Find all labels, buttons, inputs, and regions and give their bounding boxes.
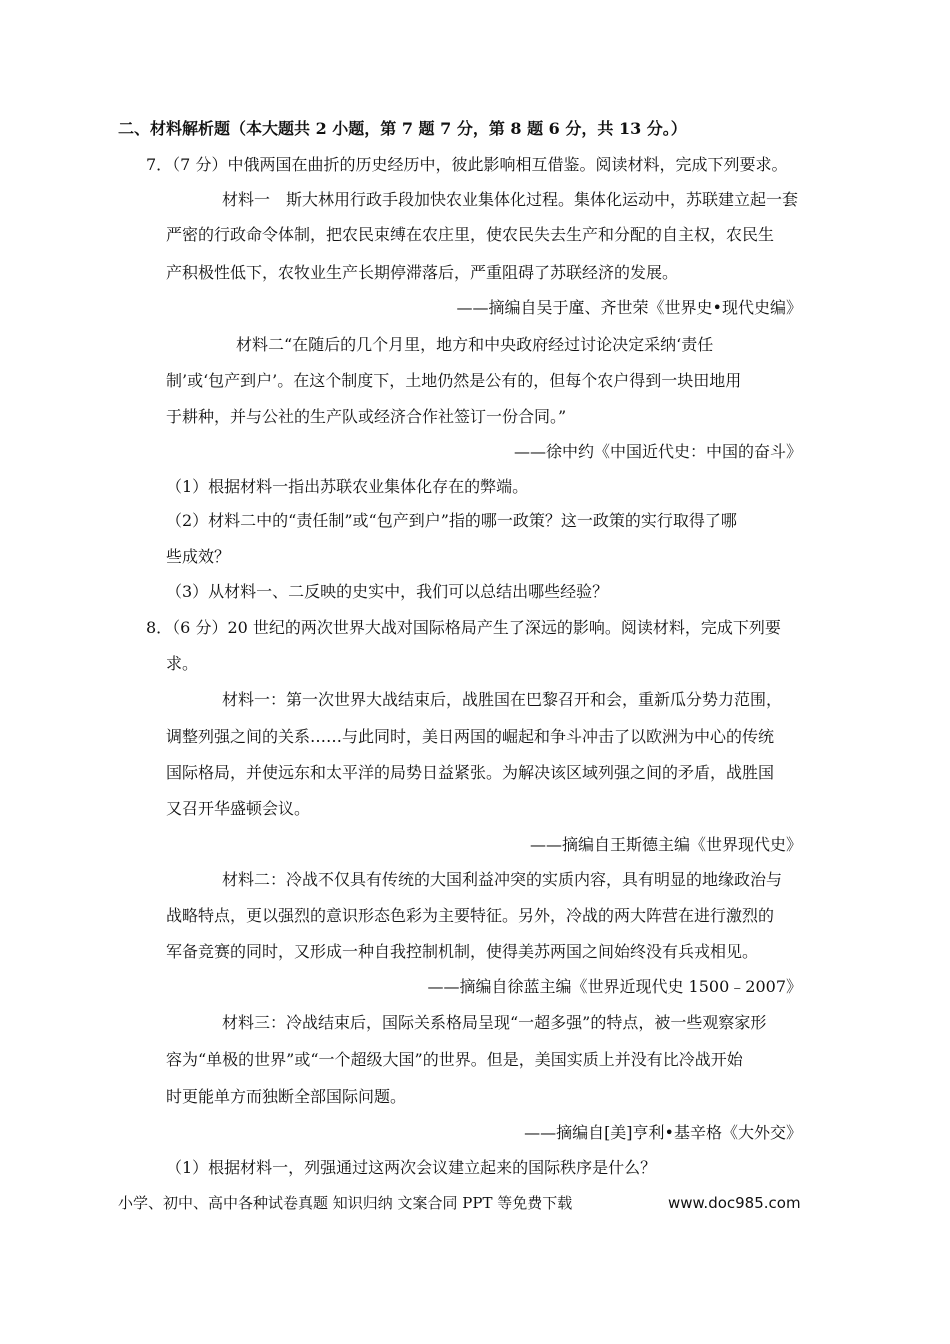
q7-subquestion-2-line2: 些成效？ [166,547,231,566]
q8-material2-line1: 材料二：冷战不仅具有传统的大国利益冲突的实质内容，具有明显的地缘政治与 [222,870,783,889]
section-heading: 二、材料解析题（本大题共 2 小题，第 7 题 7 分，第 8 题 6 分，共 13 分。） [118,119,687,138]
q7-material2-line2: 制’或‘包产到户’。在这个制度下，土地仍然是公有的，但每个农户得到一块田地用 [166,371,742,390]
q7-subquestion-1: （1）根据材料一指出苏联农业集体化存在的弊端。 [166,477,529,496]
footer-text: 小学、初中、高中各种试卷真题 知识归纳 文案合同 PPT 等免费下载 [118,1194,573,1212]
q8-material1-line4: 又召开华盛顿会议。 [166,799,311,818]
q8-material2-source: ——摘编自徐蓝主编《世界近现代史 1500﹣2007》 [427,977,802,996]
footer-site-link[interactable]: www.doc985.com [668,1194,801,1212]
q7-material2-line3: 于耕种，并与公社的生产队或经济合作社签订一份合同。” [166,407,567,426]
q8-material2-line2: 战略特点，更以强烈的意识形态色彩为主要特征。另外，冷战的两大阵营在进行激烈的 [166,906,775,925]
q7-material2-line1: 材料二“在随后的几个月里，地方和中央政府经过讨论决定采纳‘责任 [236,335,714,354]
q8-material1-line2: 调整列强之间的关系……与此同时，美日两国的崛起和争斗冲击了以欧洲为中心的传统 [166,727,775,746]
q8-material1-line1: 材料一：第一次世界大战结束后，战胜国在巴黎召开和会，重新瓜分势力范围， [222,690,783,709]
q8-material3-line2: 容为“单极的世界”或“一个超级大国”的世界。但是，美国实质上并没有比冷战开始 [166,1050,743,1069]
q7-material1-line2: 严密的行政命令体制，把农民束缚在农庄里，使农民失去生产和分配的自主权，农民生 [166,225,775,244]
q8-stem-line2: 求。 [166,654,199,673]
q7-material1-line1: 材料一 斯大林用行政手段加快农业集体化过程。集体化运动中，苏联建立起一套 [222,190,799,209]
q8-material3-source: ——摘编自[美]亨利•基辛格《大外交》 [524,1123,802,1142]
q7-material1-source: ——摘编自吴于廑、齐世荣《世界史•现代史编》 [456,298,802,317]
q7-stem: 7．（7 分）中俄两国在曲折的历史经历中，彼此影响相互借鉴。阅读材料，完成下列要求。 [146,155,788,174]
q8-material3-line1: 材料三：冷战结束后，国际关系格局呈现“一超多强”的特点，被一些观察家形 [222,1013,767,1032]
q8-stem-line1: 8．（6 分）20 世纪的两次世界大战对国际格局产生了深远的影响。阅读材料，完成下列要 [146,618,781,637]
q8-material3-line3: 时更能单方而独断全部国际问题。 [166,1087,407,1106]
q8-material2-line3: 军备竞赛的同时，又形成一种自我控制机制，使得美苏两国之间始终没有兵戎相见。 [166,942,759,961]
q8-material1-line3: 国际格局，并使远东和太平洋的局势日益紧张。为解决该区域列强之间的矛盾，战胜国 [166,763,775,782]
q7-material1-line3: 产积极性低下，农牧业生产长期停滞落后，严重阻碍了苏联经济的发展。 [166,263,679,282]
q7-subquestion-2-line1: （2）材料二中的“责任制”或“包产到户”指的哪一政策？这一政策的实行取得了哪 [166,511,737,530]
q7-subquestion-3: （3）从材料一、二反映的史实中，我们可以总结出哪些经验？ [166,582,609,601]
q8-material1-source: ——摘编自王斯德主编《世界现代史》 [529,835,802,854]
q8-subquestion-1: （1）根据材料一，列强通过这两次会议建立起来的国际秩序是什么？ [166,1158,657,1177]
q7-material2-source: ——徐中约《中国近代史：中国的奋斗》 [513,442,802,461]
